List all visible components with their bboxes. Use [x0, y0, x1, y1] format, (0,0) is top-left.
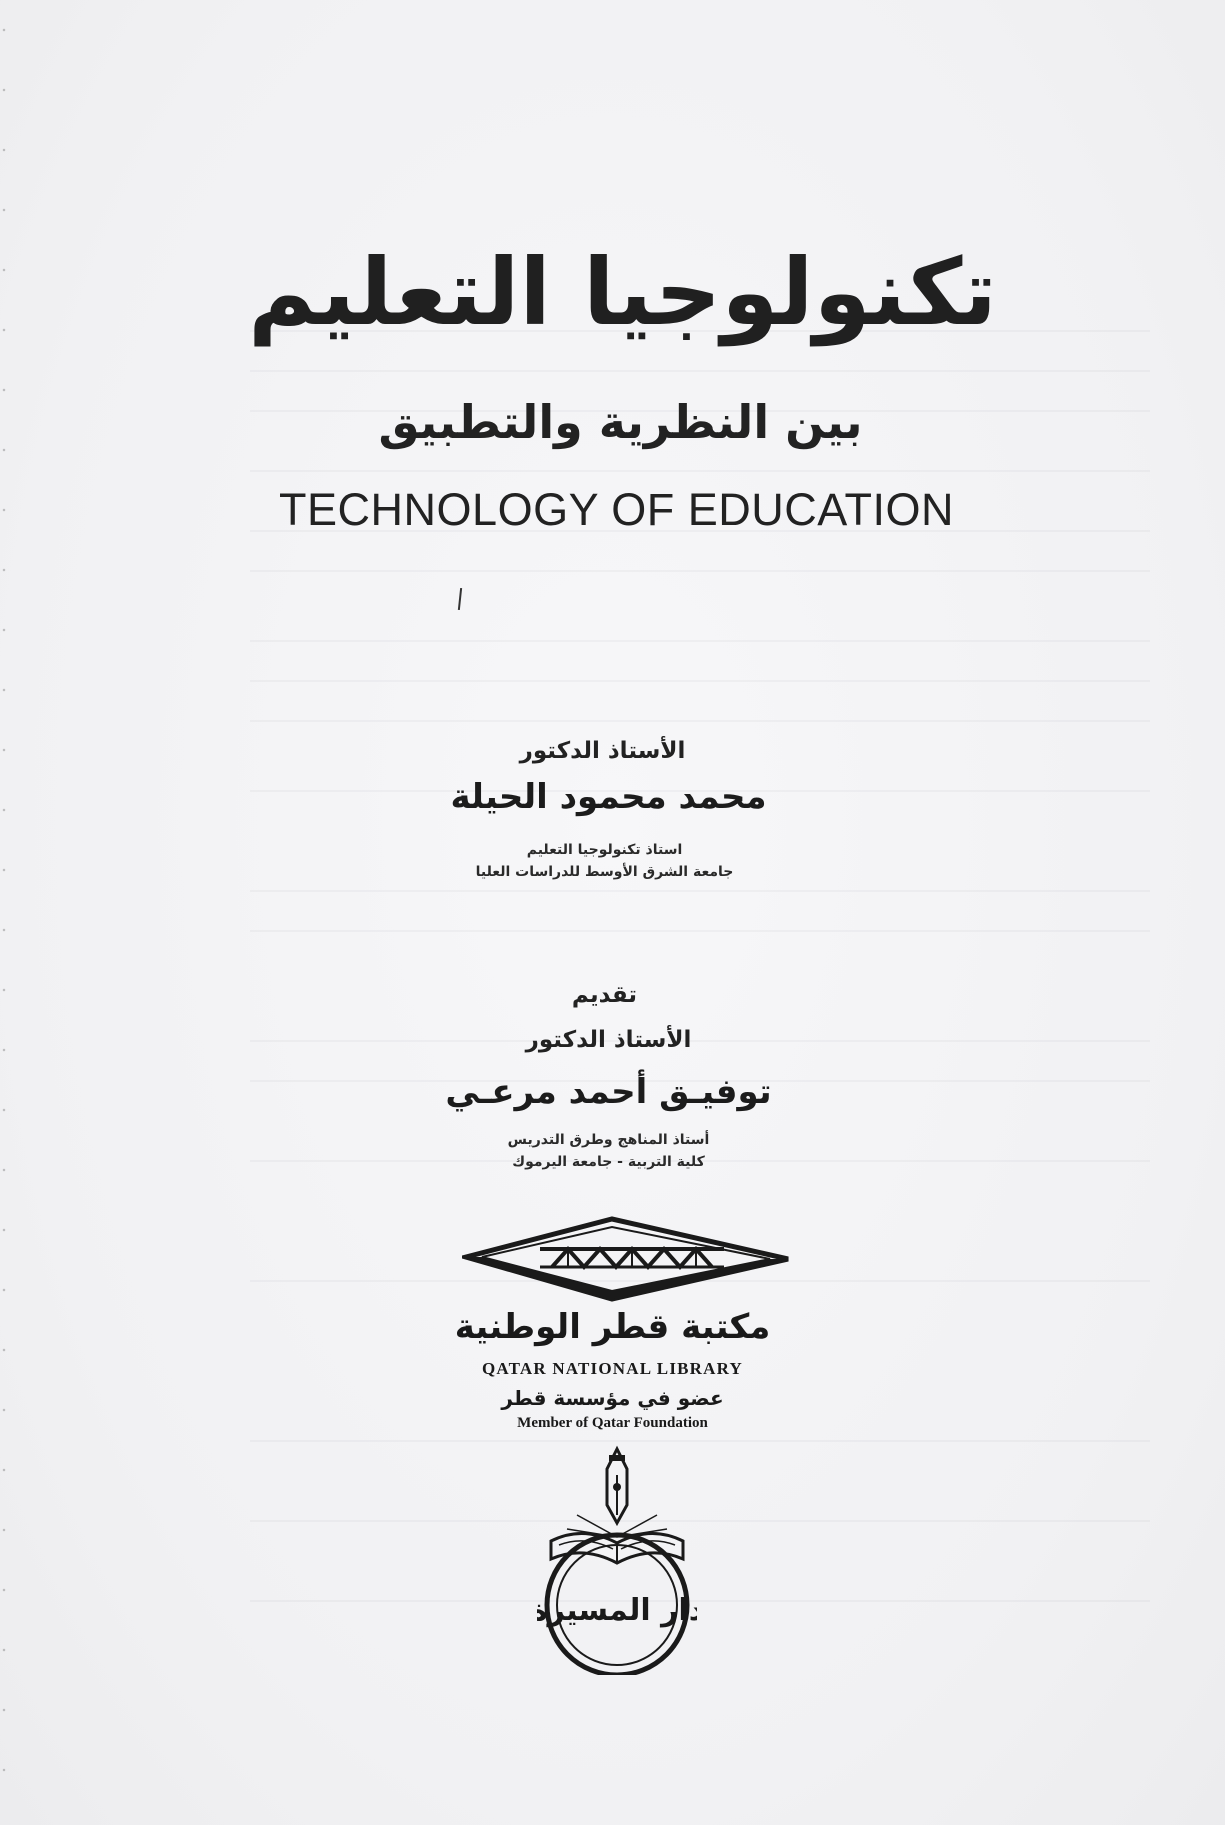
- foreword-name: توفيـق أحمد مرعـي: [445, 1072, 772, 1112]
- library-member-arabic: عضو في مؤسسة قطر: [501, 1386, 724, 1410]
- foreword-label: تقديم: [571, 982, 638, 1008]
- author-name: محمد محمود الحيلة: [450, 777, 767, 817]
- library-name-arabic: مكتبة قطر الوطنية: [454, 1307, 771, 1347]
- bleed-line: [250, 720, 1150, 722]
- bleed-line: [250, 890, 1150, 892]
- bleed-line: [250, 680, 1150, 682]
- publisher-seal-icon: [537, 1445, 697, 1675]
- author-affiliation: جامعة الشرق الأوسط للدراسات العليا: [475, 864, 734, 880]
- bleed-line: [250, 1600, 1150, 1602]
- author-rank: الأستاذ الدكتور: [519, 738, 686, 764]
- foreword-position: أستاذ المناهج وطرق التدريس: [507, 1132, 710, 1148]
- author-position: استاذ تكنولوجيا التعليم: [526, 842, 683, 858]
- book-title-english: TECHNOLOGY OF EDUCATION: [279, 484, 954, 535]
- bleed-line: [250, 470, 1150, 472]
- stray-mark: [458, 588, 462, 610]
- binding-edge: [2, 0, 6, 1825]
- bleed-line: [250, 1520, 1150, 1522]
- library-member-english: Member of Qatar Foundation: [517, 1415, 708, 1431]
- book-subtitle-arabic: بين النظرية والتطبيق: [378, 395, 863, 449]
- publisher-seal-text: دار المسيرة: [537, 1593, 697, 1628]
- bleed-line: [250, 640, 1150, 642]
- qatar-national-library-logo-icon: [462, 1215, 792, 1305]
- bleed-line: [250, 570, 1150, 572]
- foreword-affiliation: كلية التربية - جامعة اليرموك: [512, 1154, 705, 1170]
- bleed-line: [250, 930, 1150, 932]
- foreword-rank: الأستاذ الدكتور: [525, 1027, 692, 1053]
- bleed-line: [250, 1440, 1150, 1442]
- bleed-line: [250, 370, 1150, 372]
- library-name-english: QATAR NATIONAL LIBRARY: [482, 1359, 743, 1378]
- book-title-arabic: تكنولوجيا التعليم: [248, 239, 997, 346]
